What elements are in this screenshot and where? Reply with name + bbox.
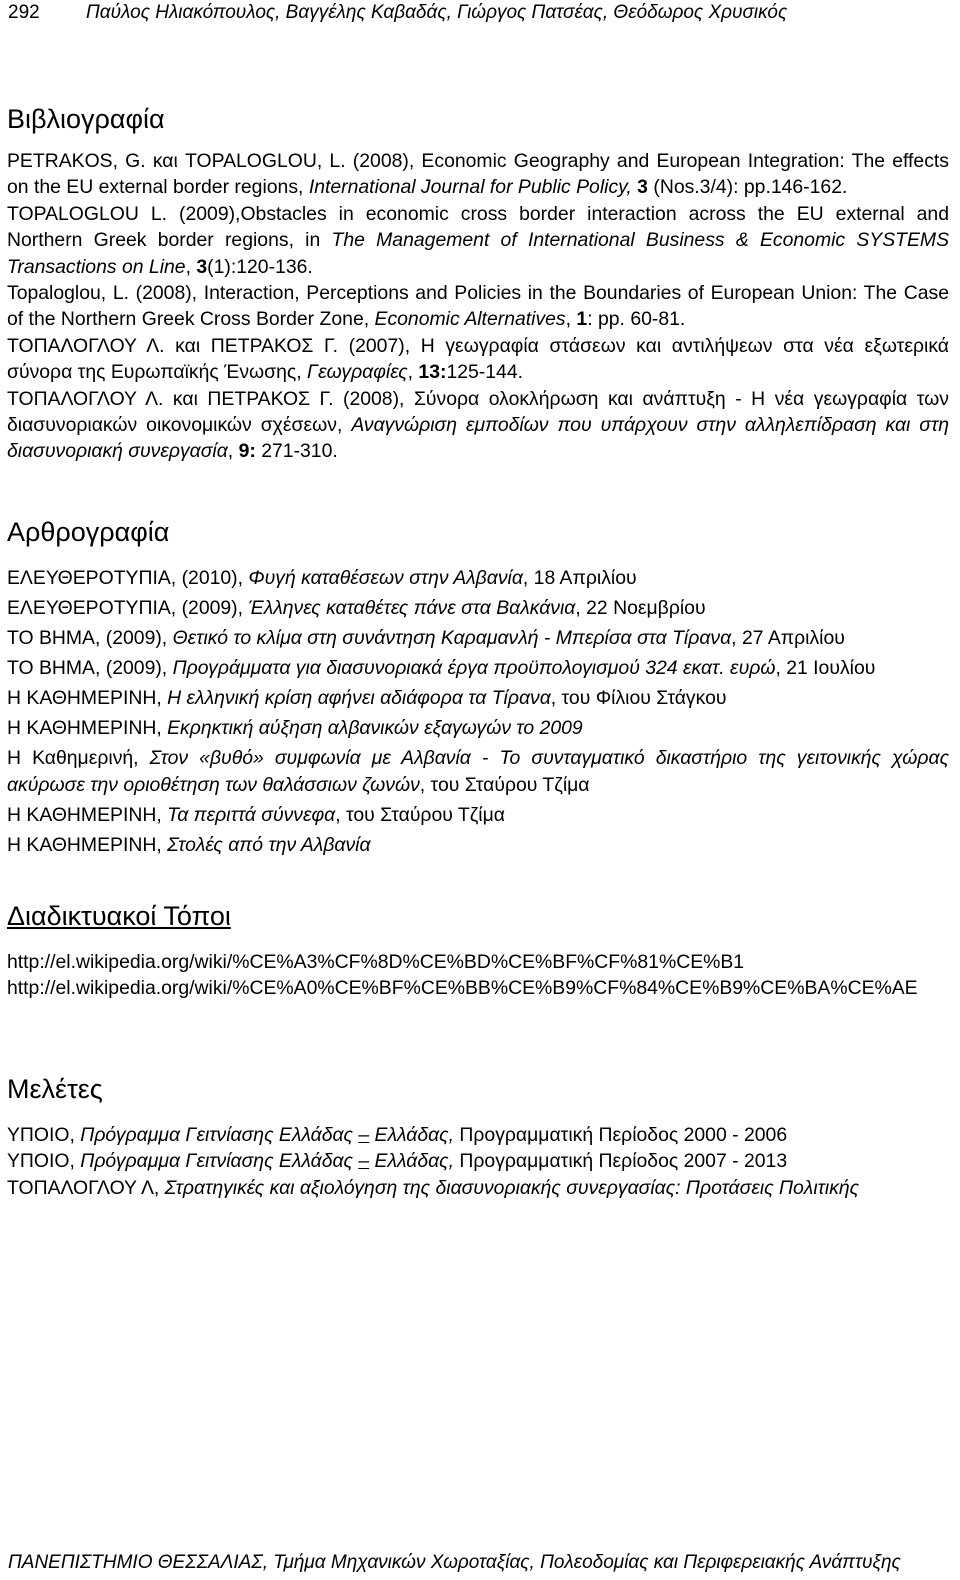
article-entry: Η ΚΑΘΗΜΕΡΙΝΗ, Η ελληνική κρίση αφήνει αδιάφορα τα Τίρανα, του Φίλιου Στάγκου bbox=[7, 686, 727, 709]
articles-list bbox=[7, 565, 949, 859]
article-entry: ΕΛΕΥΘΕΡΟΤΥΠΙΑ, (2009), Έλληνες καταθέτες πάνε στα Βαλκάνια, 22 Νοεμβρίου bbox=[7, 596, 706, 619]
running-footer: ΠΑΝΕΠΙΣΤΗΜΙΟ ΘΕΣΣΑΛΙΑΣ, Τμήμα Μηχανικών Χωροταξίας, Πολεοδομίας και Περιφερειακής Ανάπτυξης bbox=[8, 1552, 901, 1573]
header-authors: Παύλος Ηλιακόπουλος, Βαγγέλης Καβαδάς, Γιώργος Πατσέας, Θεόδωρος Χρυσικός bbox=[86, 2, 788, 23]
bibliography-list bbox=[7, 148, 949, 465]
article-entry: ΤΟ ΒΗΜΑ, (2009), Θετικό το κλίμα στη συνάντηση Καραμανλή - Μπερίσα στα Τίρανα, 27 Απριλίου bbox=[7, 626, 845, 649]
article-entry: Η ΚΑΘΗΜΕΡΙΝΗ, Τα περιττά σύννεφα, του Σταύρου Τζίμα bbox=[7, 803, 505, 826]
page-number: 292 bbox=[8, 2, 40, 23]
article-entry: Η ΚΑΘΗΜΕΡΙΝΗ, Στολές από την Αλβανία bbox=[7, 833, 371, 856]
website-link[interactable]: http://el.wikipedia.org/wiki/%CE%A0%CE%BF%CE%BB%CE%B9%CF%84%CE%B9%CE%BA%CE%AE bbox=[7, 977, 918, 1000]
websites-heading: Διαδικτυακοί Τόποι bbox=[7, 900, 231, 931]
bibliography-entry: ΤΟΠΑΛΟΓΛΟΥ Λ. και ΠΕΤΡΑΚΟΣ Γ. (2007), Η γεωγραφία στάσεων και αντιλήψεων στα νέα εξωτερικά σύνορα της Ευρωπαϊκής Ένωσης, Γεωγραφίες, 13:125-144. bbox=[7, 334, 949, 384]
bibliography-entry: ΤΟΠΑΛΟΓΛΟΥ Λ. και ΠΕΤΡΑΚΟΣ Γ. (2008), Σύνορα ολοκλήρωση και ανάπτυξη - Η νέα γεωγραφία των διασυνοριακών οικονομικών σχέσεων, Αναγνώριση εμποδίων που υπάρχουν στην αλληλεπίδραση και στη διασυνοριακή συνεργασία, 9: 271-310. bbox=[7, 387, 949, 463]
bibliography-heading: Βιβλιογραφία bbox=[7, 104, 165, 134]
studies-heading: Μελέτες bbox=[7, 1073, 103, 1104]
websites-list bbox=[7, 949, 949, 1002]
study-entry: ΥΠΟΙΟ, Πρόγραμμα Γειτνίασης Ελλάδας – Ελλάδας, Προγραμματική Περίοδος 2000 - 2006 bbox=[7, 1123, 788, 1146]
bibliography-entry: PETRAKOS, G. και TOPALOGLOU, L. (2008), Economic Geography and European Integration: The effects on the EU external border regions, International Journal for Public Policy, 3 (Nos.3/4): pp.146-162. bbox=[7, 150, 949, 199]
study-entry: ΥΠΟΙΟ, Πρόγραμμα Γειτνίασης Ελλάδας – Ελλάδας, Προγραμματική Περίοδος 2007 - 2013 bbox=[7, 1150, 788, 1173]
article-entry: ΤΟ ΒΗΜΑ, (2009), Προγράμματα για διασυνοριακά έργα προϋπολογισμού 324 εκατ. ευρώ, 21 Ιουλίου bbox=[7, 656, 876, 679]
articles-heading: Αρθρογραφία bbox=[7, 516, 170, 547]
studies-list bbox=[7, 1122, 949, 1201]
article-entry: ΕΛΕΥΘΕΡΟΤΥΠΙΑ, (2010), Φυγή καταθέσεων στην Αλβανία, 18 Απριλίου bbox=[7, 566, 637, 589]
article-entry: Η ΚΑΘΗΜΕΡΙΝΗ, Εκρηκτική αύξηση αλβανικών εξαγωγών το 2009 bbox=[7, 716, 583, 739]
bibliography-entry: TOPALOGLOU L. (2009),Obstacles in economic cross border interaction across the EU external and Northern Greek border regions, in The Management of International Business & Economic SYSTEMS Transactions on Line, 3(1):120-136. bbox=[7, 202, 950, 278]
main-content bbox=[7, 102, 949, 1201]
study-entry: ΤΟΠΑΛΟΓΛΟΥ Λ, Στρατηγικές και αξιολόγηση της διασυνοριακής συνεργασίας: Προτάσεις Πολιτικής bbox=[7, 1176, 860, 1199]
article-entry: Η Καθημερινή, Στον «βυθό» συμφωνία με Αλβανία - Το συνταγματικό δικαστήριο της γειτονικής χώρας ακύρωσε την οριοθέτηση των θαλάσσιων ζωνών, του Σταύρου Τζίμα bbox=[7, 746, 949, 796]
bibliography-entry: Topaloglou, L. (2008), Interaction, Perceptions and Policies in the Boundaries of European Union: The Case of the Northern Greek Cross Border Zone, Economic Alternatives, 1: pp. 60-81. bbox=[7, 282, 949, 331]
website-link[interactable]: http://el.wikipedia.org/wiki/%CE%A3%CF%8D%CE%BD%CE%BF%CF%81%CE%B1 bbox=[7, 950, 745, 973]
running-header bbox=[8, 0, 787, 26]
